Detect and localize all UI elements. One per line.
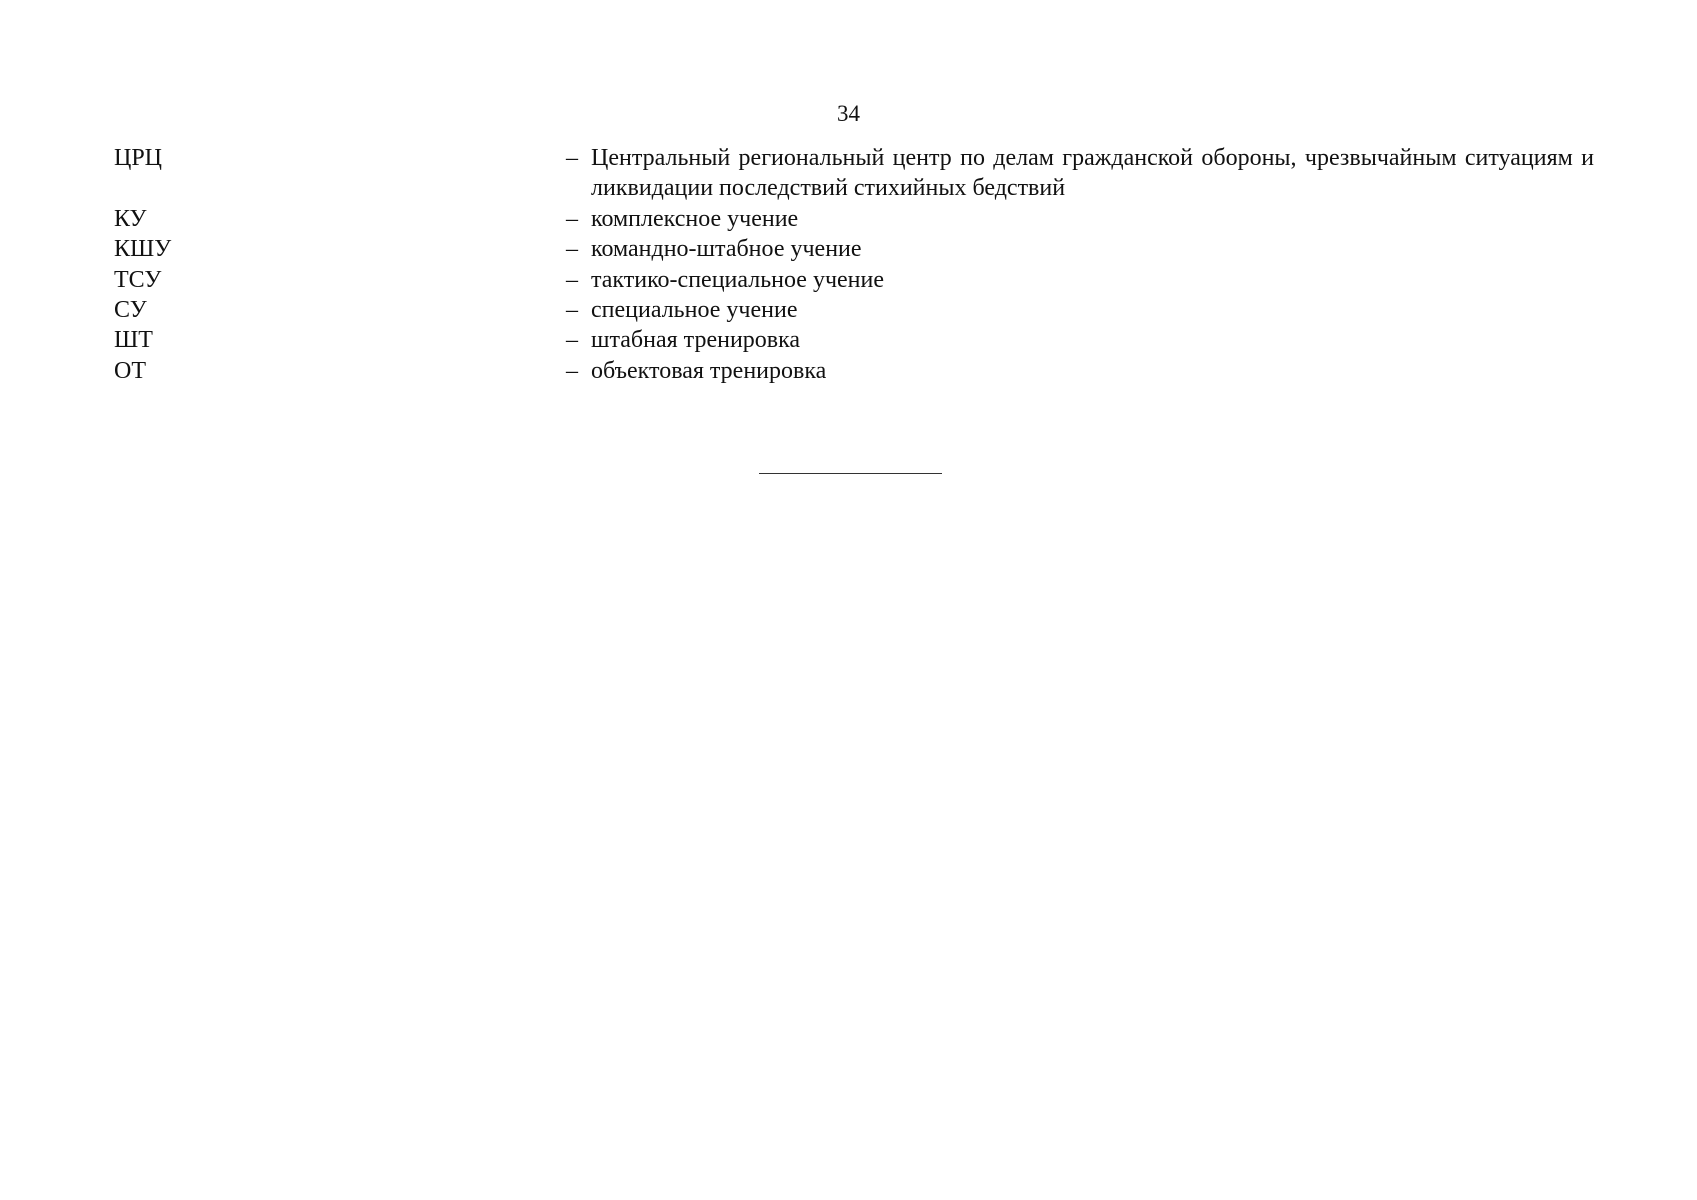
abbreviation-term: ТСУ [114,266,162,293]
abbreviation-term: ОТ [114,357,146,384]
abbreviation-dash: – [566,266,578,293]
abbreviation-definition: командно-штабное учение [591,236,862,263]
abbreviation-term: КШУ [114,236,172,263]
abbreviation-dash: – [566,327,578,354]
abbreviation-list [114,143,1594,386]
abbreviation-definition: штабная тренировка [591,327,801,354]
abbreviation-row [114,204,1594,234]
abbreviation-dash: – [566,205,578,232]
abbreviation-row [114,356,1594,386]
abbreviation-definition: специальное учение [591,297,798,324]
abbreviation-definition: Центральный региональный центр по делам гражданской обороны, чрезвычайным ситуациям и ликвидации последствий стихийных бедствий [591,145,1594,202]
page-number: 34 [837,101,860,126]
abbreviation-row [114,234,1594,264]
abbreviation-dash: – [566,357,578,384]
abbreviation-dash: – [566,145,578,171]
abbreviation-definition: комплексное учение [591,205,799,232]
abbreviation-row [114,265,1594,295]
abbreviation-term: КУ [114,205,147,232]
abbreviation-row [114,325,1594,355]
abbreviation-term: СУ [114,297,147,324]
abbreviation-definition: тактико-специальное учение [591,266,885,293]
abbreviation-term: ЦРЦ [114,145,163,171]
abbreviation-dash: – [566,297,578,324]
abbreviation-row [114,143,1594,204]
abbreviation-term: ШТ [114,327,153,354]
abbreviation-dash: – [566,236,578,263]
end-of-document-rule [759,473,942,474]
abbreviation-row [114,295,1594,325]
abbreviation-definition: объектовая тренировка [591,357,827,384]
